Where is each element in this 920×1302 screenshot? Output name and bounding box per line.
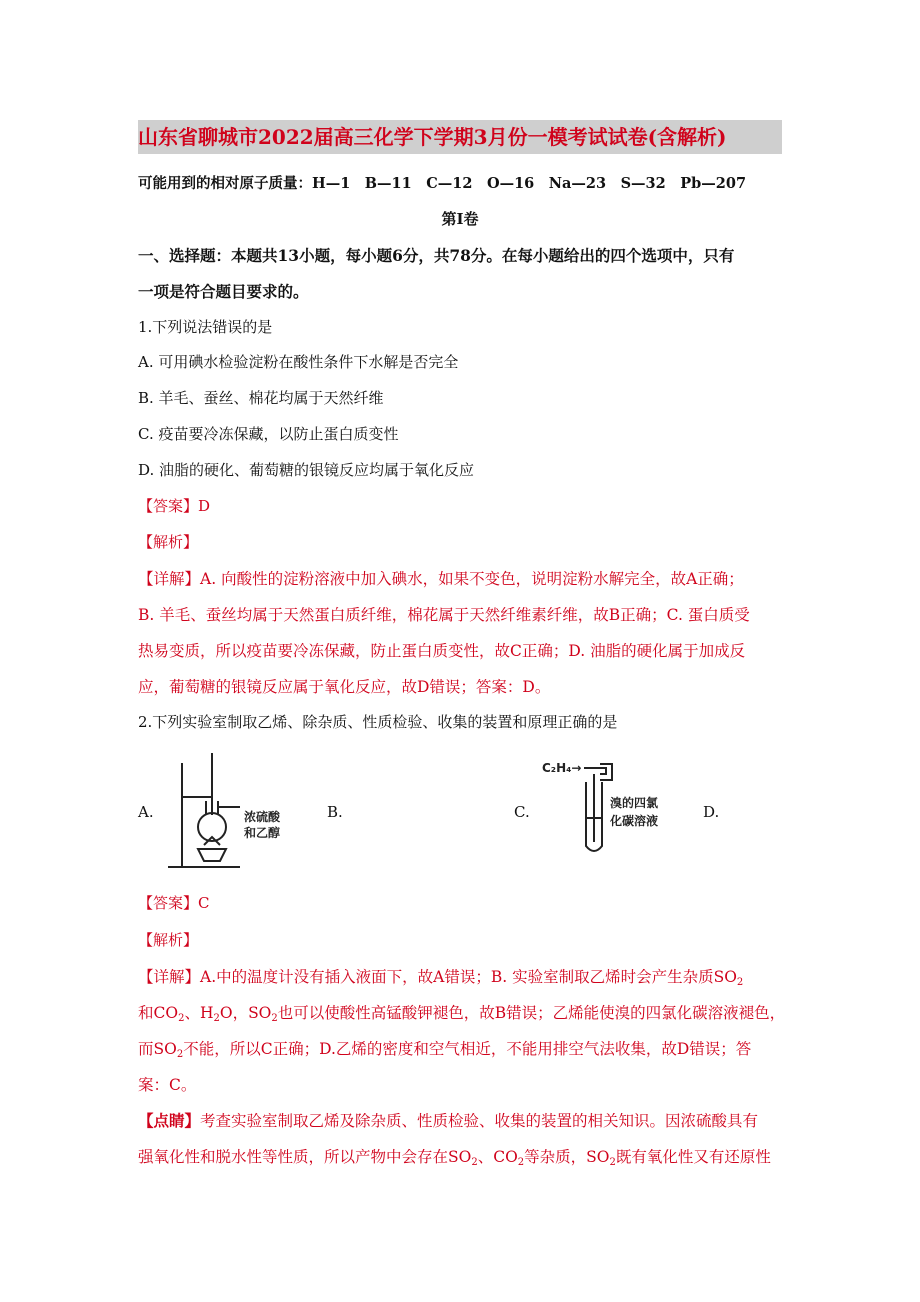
subscript: 2: [213, 1013, 220, 1024]
q2-option-c-label: C.: [514, 803, 530, 821]
q1-stem: 1.下列说法错误的是: [138, 318, 273, 336]
q1-option-d: D. 油脂的硬化、葡萄糖的银镜反应均属于氧化反应: [138, 461, 475, 479]
q1-option-a: A. 可用碘水检验淀粉在酸性条件下水解是否完全: [138, 353, 459, 371]
answer-label: 【答案】: [138, 497, 199, 515]
answer-value: D: [198, 497, 211, 515]
detail-text: 、H: [184, 1004, 214, 1022]
subscript: 2: [178, 1013, 185, 1024]
q2-detail-line3: [138, 1037, 751, 1060]
detail-text: A.中的温度计没有插入液面下，故A错误；B. 实验室制取乙烯时会产生杂质SO: [200, 968, 737, 986]
fig-a-label-1: 浓硫酸: [244, 810, 281, 824]
comment-text: 、CO: [477, 1148, 518, 1166]
q2-detail-line2: [138, 1001, 785, 1024]
q1-option-c: C. 疫苗要冷冻保藏，以防止蛋白质变性: [138, 425, 399, 443]
fig-c-label-1: 溴的四氯: [610, 796, 659, 810]
detail-text: O，SO: [219, 1004, 272, 1022]
comment-label: 【点睛】: [138, 1111, 201, 1130]
detail-text: 也可以使酸性高锰酸钾褪色，故B错误；乙烯能使溴的四氯化碳溶液褪色，: [277, 1004, 786, 1022]
apparatus-c-figure: [540, 752, 700, 856]
burner: [198, 849, 226, 861]
q2-detail-line1: [138, 965, 743, 988]
section-instructions-line1: 一、选择题：本题共13小题，每小题6分，共78分。在每小题给出的四个选项中，只有: [138, 246, 735, 265]
answer-value: C: [198, 894, 210, 912]
q1-answer: [138, 495, 210, 516]
q2-option-b-label: B.: [327, 803, 343, 821]
q2-stem: 2.下列实验室制取乙烯、除杂质、性质检验、收集的装置和原理正确的是: [138, 713, 618, 731]
comment-text: 强氧化性和脱水性等性质，所以产物中会存在SO: [138, 1148, 472, 1166]
q2-analysis-label: 【解析】: [138, 931, 199, 949]
q1-detail-line4: 应，葡萄糖的银镜反应属于氧化反应，故D错误；答案：D。: [138, 678, 551, 696]
atomic-masses: 可能用到的相对原子质量：H—1 B—11 C—12 O—16 Na—23 S—32 Pb—207: [138, 175, 747, 192]
detail-label: 【详解】: [138, 968, 201, 986]
q1-analysis-label: 【解析】: [138, 533, 199, 551]
q2-option-d-label: D.: [703, 803, 720, 821]
detail-text: 不能，所以C正确；D.乙烯的密度和空气相近，不能用排空气法收集，故D错误；答: [183, 1040, 752, 1058]
q2-answer: [138, 892, 210, 913]
subscript: 2: [517, 1157, 525, 1168]
fig-c-gas-label: C₂H₄→: [542, 761, 582, 775]
subscript: 2: [471, 1157, 478, 1168]
comment-text: 考查实验室制取乙烯及除杂质、性质检验、收集的装置的相关知识。因浓硫酸具有: [200, 1112, 759, 1130]
document-title: 山东省聊城市2022届高三化学下学期3月份一模考试试卷(含解析): [138, 120, 782, 154]
fig-a-label-2: 和乙醇: [244, 826, 281, 840]
q1-detail-line2: B. 羊毛、蚕丝均属于天然蛋白质纤维，棉花属于天然纤维素纤维，故B正确；C. 蛋白质受: [138, 606, 750, 624]
comment-text: 等杂质，SO: [524, 1148, 610, 1166]
detail-label: 【详解】: [138, 570, 201, 588]
section-instructions-line2: 一项是符合题目要求的。: [138, 282, 309, 301]
detail-text: A. 向酸性的淀粉溶液中加入碘水，如果不变色，说明淀粉水解完全，故A正确；: [200, 570, 744, 588]
q1-option-b: B. 羊毛、蚕丝、棉花均属于天然纤维: [138, 389, 384, 407]
q2-detail-line4: 案：C。: [138, 1076, 197, 1094]
subscript: 2: [176, 1049, 184, 1060]
subscript: 2: [271, 1013, 278, 1024]
answer-label: 【答案】: [138, 894, 199, 912]
subscript: 2: [736, 977, 744, 988]
q2-option-a-label: A.: [138, 803, 154, 821]
subscript: 2: [609, 1157, 616, 1168]
q1-detail-line1: [138, 567, 744, 589]
apparatus-a-figure: [160, 745, 290, 875]
detail-text: 而SO: [138, 1040, 177, 1058]
q2-comment-line2: [138, 1145, 771, 1168]
q2-comment-line1: [138, 1109, 758, 1131]
comment-text: 既有氧化性又有还原性: [615, 1148, 771, 1166]
volume-heading: 第Ⅰ卷: [441, 210, 479, 228]
detail-text: 和CO: [138, 1004, 179, 1022]
fig-c-label-2: 化碳溶液: [610, 814, 659, 828]
q1-detail-line3: 热易变质，所以疫苗要冷冻保藏，防止蛋白质变性，故C正确；D. 油脂的硬化属于加成反: [138, 642, 746, 660]
